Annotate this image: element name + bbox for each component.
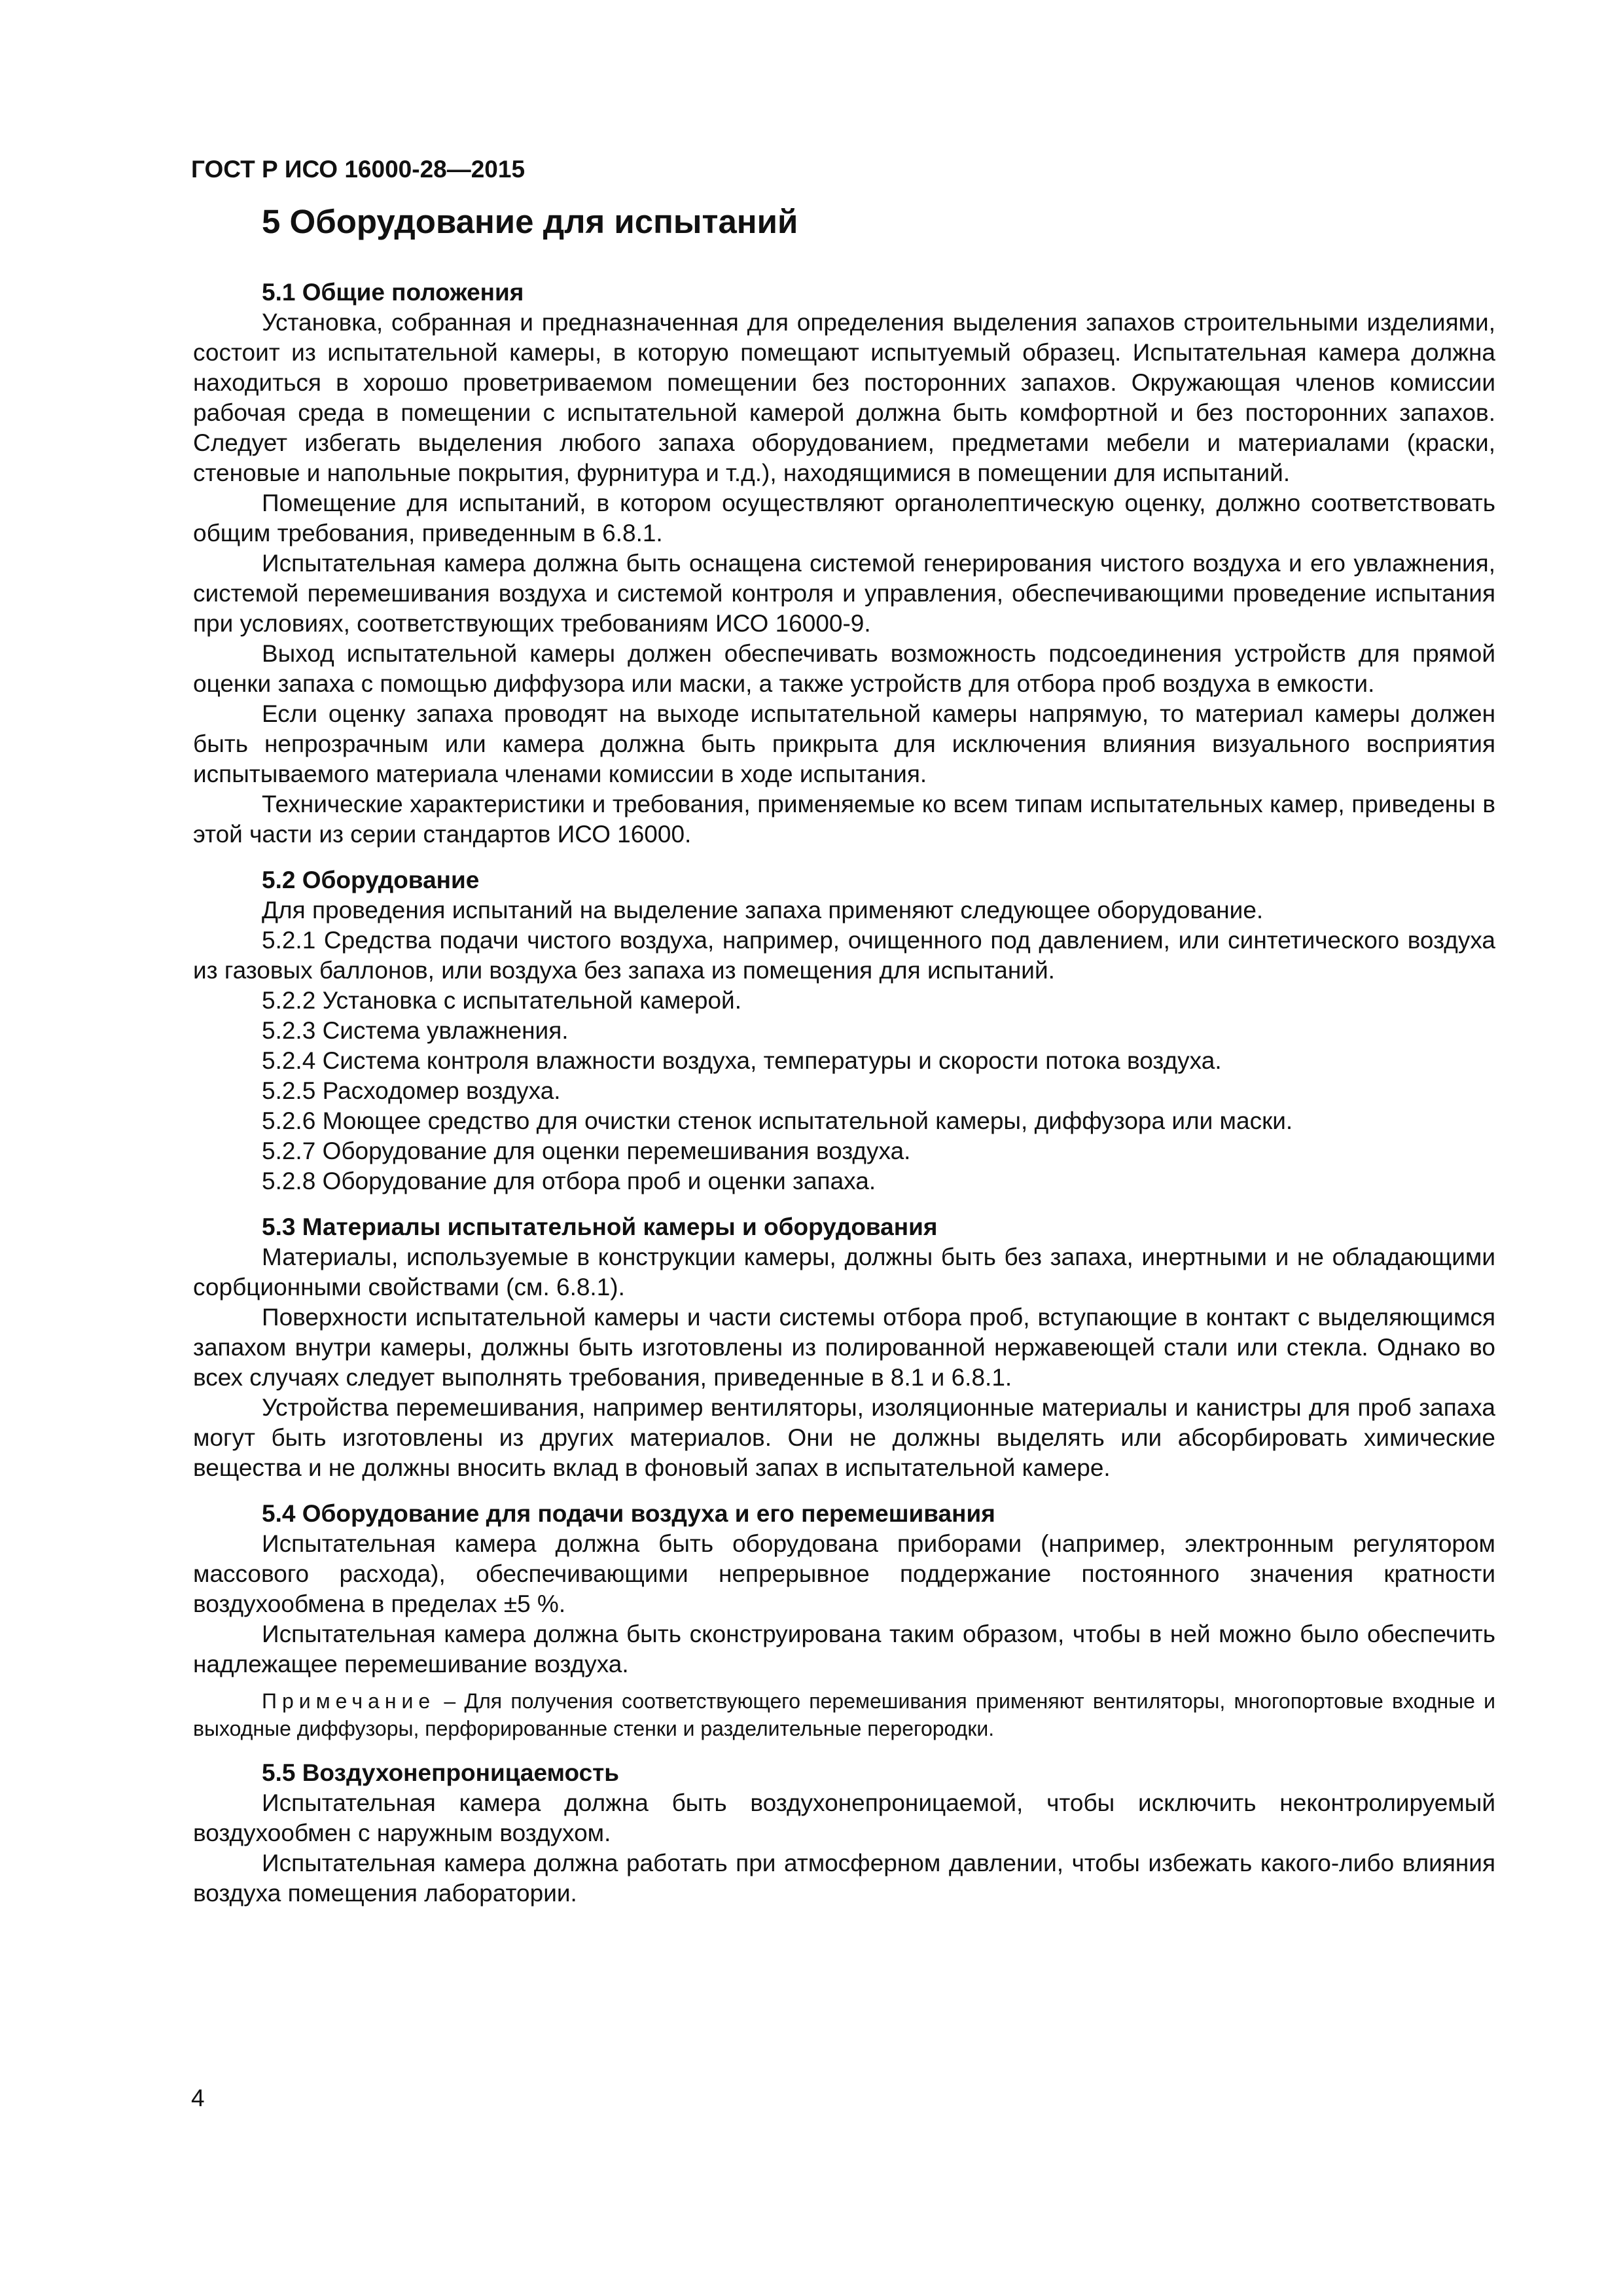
paragraph: Испытательная камера должна быть оснащена системой генерирования чистого воздуха и его увлажнения, системой перемешивания воздуха и системой контроля и управления, обеспечивающими проведение испытания при условиях, соответствующих требованиям ИСО 16000-9. <box>193 550 1495 637</box>
paragraph: Испытательная камера должна быть оборудована приборами (например, электронным регулятором массового расхода), обеспечивающими непрерывное поддержание постоянного значения кратности воздухообмена в пределах ±5 %. <box>193 1530 1495 1617</box>
note <box>193 1687 1495 1742</box>
list-item: 5.2.1 Средства подачи чистого воздуха, например, очищенного под давлением, или синтетического воздуха из газовых баллонов, или воздуха без запаха из помещения для испытаний. <box>193 927 1495 984</box>
section-5-1 <box>193 278 1495 850</box>
section-5-5 <box>193 1758 1495 1909</box>
paragraph: Поверхности испытательной камеры и части системы отбора проб, вступающие в контакт с выделяющимся запахом внутри камеры, должны быть изготовлены из полированной нержавеющей стали или стекла. Однако во всех случаях следует выполнять требования, приведенные в 8.1 и 6.8.1. <box>193 1304 1495 1391</box>
paragraph: Материалы, используемые в конструкции камеры, должны быть без запаха, инертными и не обладающими сорбционными свойствами (см. 6.8.1). <box>193 1244 1495 1300</box>
paragraph: Выход испытательной камеры должен обеспечивать возможность подсоединения устройств для прямой оценки запаха с помощью диффузора или маски, а также устройств для отбора проб воздуха в емкости. <box>193 640 1495 697</box>
paragraph: Помещение для испытаний, в котором осуществляют органолептическую оценку, должно соответствовать общим требования, приведенным в 6.8.1. <box>193 490 1495 547</box>
paragraph: Если оценку запаха проводят на выходе испытательной камеры напрямую, то материал камеры должен быть непрозрачным или камера должна быть прикрыта для исключения влияния визуального восприятия испытываемого материала членами комиссии в ходе испытания. <box>193 700 1495 787</box>
list-item: 5.2.6 Моющее средство для очистки стенок испытательной камеры, диффузора или маски. <box>262 1107 1293 1134</box>
list-item: 5.2.4 Система контроля влажности воздуха, температуры и скорости потока воздуха. <box>262 1047 1222 1074</box>
paragraph: Технические характеристики и требования, применяемые ко всем типам испытательных камер, приведены в этой части из серии стандартов ИСО 16000. <box>193 791 1495 848</box>
section-heading: 5.3 Материалы испытательной камеры и оборудования <box>262 1213 938 1240</box>
paragraph: Испытательная камера должна работать при атмосферном давлении, чтобы избежать какого-либо влияния воздуха помещения лаборатории. <box>193 1850 1495 1907</box>
paragraph: Устройства перемешивания, например вентиляторы, изоляционные материалы и канистры для проб запаха могут быть изготовлены из других материалов. Они не должны выделять или абсорбировать химические вещества и не должны вносить вклад в фоновый запах в испытательной камере. <box>193 1394 1495 1481</box>
section-heading: 5.1 Общие положения <box>262 279 524 306</box>
list-item: 5.2.5 Расходомер воздуха. <box>262 1077 561 1104</box>
section-heading: 5.4 Оборудование для подачи воздуха и его перемешивания <box>262 1500 995 1527</box>
chapter-title: 5 Оборудование для испытаний <box>262 203 798 240</box>
list-item: 5.2.3 Система увлажнения. <box>262 1017 569 1044</box>
section-heading: 5.5 Воздухонепроницаемость <box>262 1759 620 1786</box>
page-number: 4 <box>191 2085 205 2111</box>
list-item: 5.2.2 Установка с испытательной камерой. <box>262 987 742 1014</box>
paragraph: Испытательная камера должна быть воздухонепроницаемой, чтобы исключить неконтролируемый воздухообмен с наружным воздухом. <box>193 1789 1495 1846</box>
section-5-3 <box>193 1212 1495 1483</box>
list-item: 5.2.8 Оборудование для отбора проб и оценки запаха. <box>262 1168 876 1194</box>
list-item: 5.2.7 Оборудование для оценки перемешивания воздуха. <box>262 1138 911 1164</box>
section-5-2 <box>193 865 1495 1196</box>
paragraph: Установка, собранная и предназначенная для определения выделения запахов строительными изделиями, состоит из испытательной камеры, в которую помещают испытуемый образец. Испытательная камера должна находиться в хорошо проветриваемом помещении без посторонних запахов. Окружающая членов комиссии рабочая среда в помещении с испытательной камерой должна быть комфортной и без посторонних запахов. Следует избегать выделения любого запаха оборудованием, предметами мебели и материалами (краски, стеновые и напольные покрытия, фурнитура и т.д.), находящимися в помещении для испытаний. <box>193 309 1495 486</box>
paragraph: Испытательная камера должна быть сконструирована таким образом, чтобы в ней можно было обеспечить надлежащее перемешивание воздуха. <box>193 1621 1495 1677</box>
note-text: – Для получения соответствующего перемешивания применяют вентиляторы, многопортовые входные и выходные диффузоры, перфорированные стенки и разделительные перегородки. <box>193 1689 1495 1740</box>
section-heading: 5.2 Оборудование <box>262 867 480 893</box>
paragraph: Для проведения испытаний на выделение запаха применяют следующее оборудование. <box>262 897 1264 924</box>
document-header-id: ГОСТ Р ИСО 16000-28—2015 <box>191 156 526 183</box>
document-body <box>193 196 1495 1924</box>
section-5-4 <box>193 1499 1495 1742</box>
note-label: Примечание <box>262 1689 436 1713</box>
